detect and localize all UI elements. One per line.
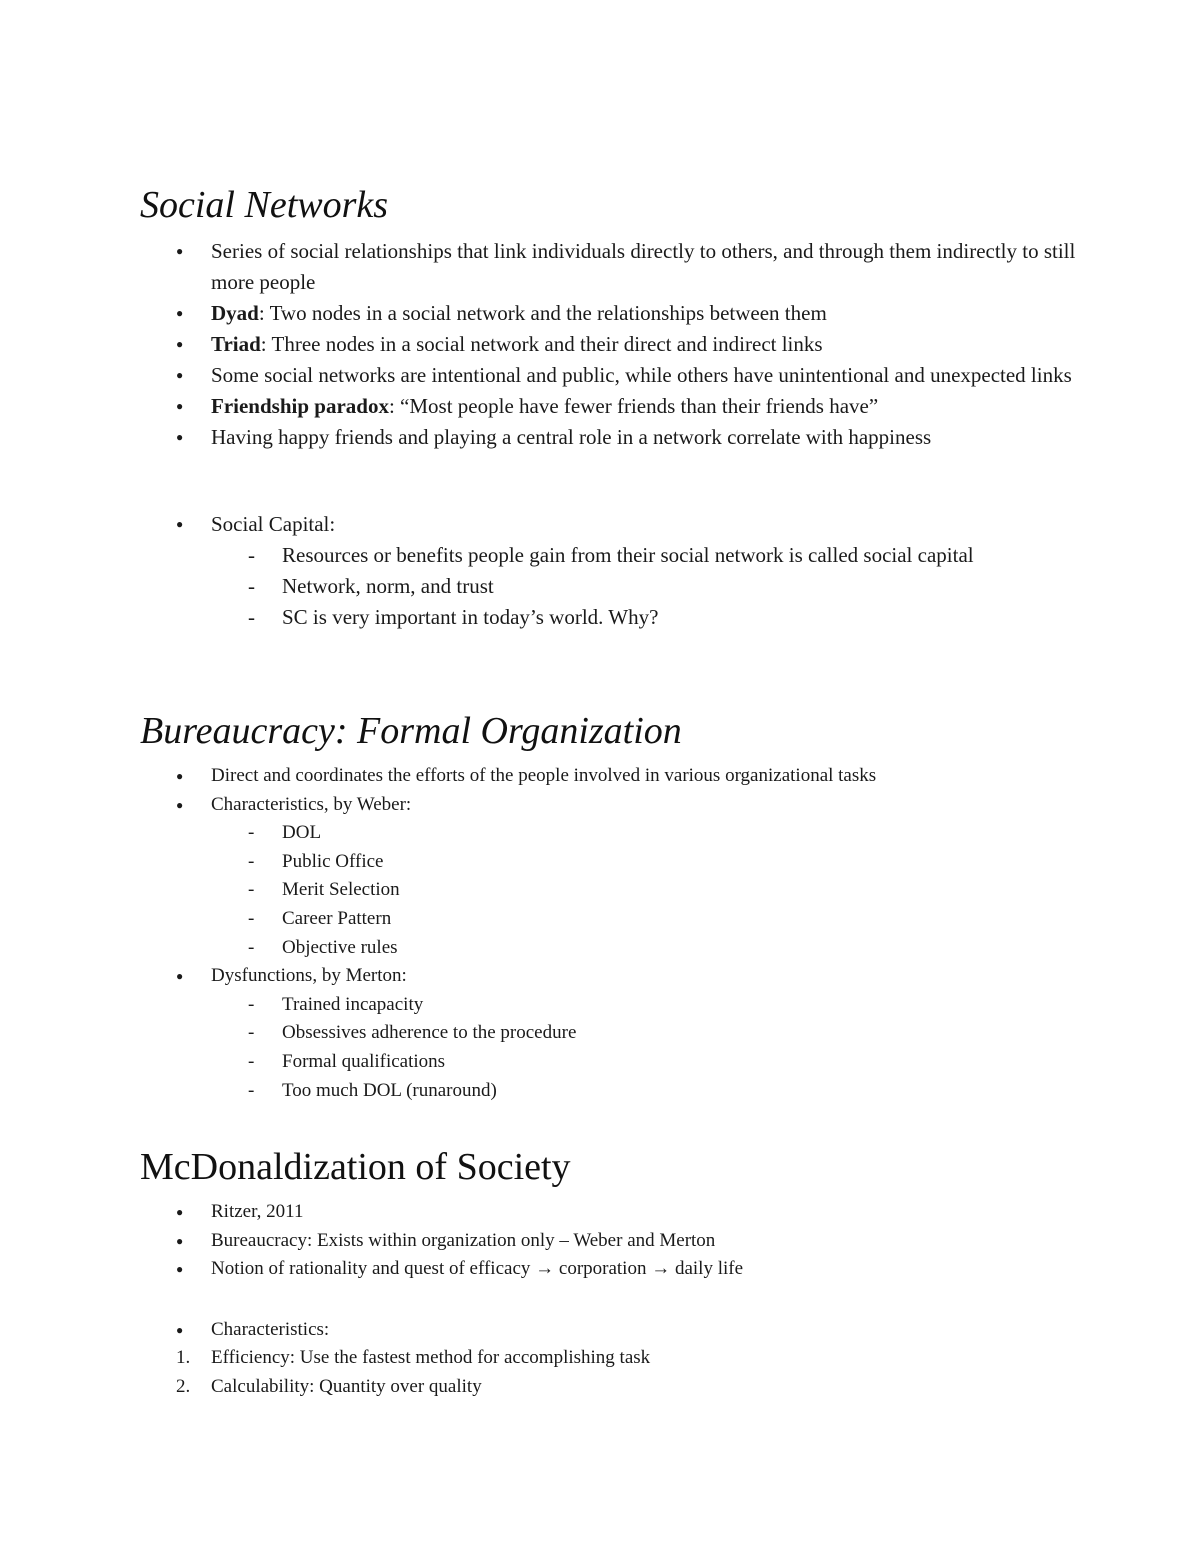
bullet-icon: ● (176, 797, 184, 812)
bullet-icon: ● (176, 306, 184, 320)
sub-list-item-text: Career Pattern (282, 907, 392, 929)
numbered-item (140, 1344, 1100, 1373)
sub-list-item (140, 602, 1100, 633)
sub-list-item-text: DOL (282, 822, 322, 844)
bullet-icon: ● (176, 769, 184, 783)
sub-list-item (140, 1077, 1100, 1106)
sub-list-item-text: Too much DOL (runaround) (282, 1079, 497, 1101)
list-item-text: Some social networks are intentional and public, while others have unintentional and unexpected links (211, 363, 1072, 387)
list-item-text: Direct and coordinates the efforts of the people involved in various organizational tasks (211, 765, 877, 786)
list-item (140, 391, 1100, 422)
list-item (140, 298, 1100, 329)
dash-icon: - (248, 907, 255, 929)
term-dyad: Dyad (211, 301, 259, 325)
list-item-text: Having happy friends and playing a central role in a network correlate with happiness (211, 425, 932, 449)
mcdonaldization-list (140, 1198, 1100, 1284)
dash-icon: - (248, 936, 255, 958)
heading-bureaucracy: Bureaucracy: Formal Organization (140, 710, 682, 752)
social-capital-label: Social Capital: (211, 512, 336, 536)
bullet-icon: ● (176, 1322, 184, 1337)
dash-icon: - (248, 879, 255, 901)
dash-icon: - (248, 574, 255, 598)
bullet-icon: ● (176, 368, 184, 382)
sub-list-item-text: Trained incapacity (282, 993, 424, 1015)
list-item (140, 1198, 1100, 1227)
sub-list-item-text: Merit Selection (282, 879, 400, 901)
sub-list-item-text: SC is very important in today’s world. Why? (282, 605, 659, 629)
list-item (140, 762, 1100, 791)
dash-icon: - (248, 605, 255, 629)
heading-social-networks: Social Networks (140, 184, 389, 226)
term-triad: Triad (211, 332, 261, 356)
list-item (140, 791, 1100, 820)
list-item-text: : Two nodes in a social network and the relationships between them (258, 301, 827, 325)
list-item-text: Dysfunctions, by Merton: (211, 965, 407, 987)
sub-list-item (140, 876, 1100, 905)
sub-list-item (140, 905, 1100, 934)
numbered-item-text: Calculability: Quantity over quality (211, 1375, 482, 1397)
list-item (140, 1255, 1100, 1284)
list-item (140, 329, 1100, 360)
bullet-icon: ● (176, 517, 184, 531)
sub-list-item (140, 819, 1100, 848)
list-item (140, 360, 1100, 391)
list-item-text: Notion of rationality and quest of efficacy → corporation → daily life (211, 1258, 744, 1280)
heading-mcdonaldization: McDonaldization of Society (140, 1146, 571, 1188)
term-friendship-paradox: Friendship paradox (211, 394, 389, 418)
bullet-icon: ● (176, 1205, 184, 1219)
list-item (140, 422, 1100, 453)
list-item-text: Ritzer, 2011 (211, 1201, 304, 1222)
sub-list-item-text: Objective rules (282, 936, 398, 958)
bullet-icon: ● (176, 244, 184, 258)
section-social-networks (140, 186, 1100, 633)
item-number: 1. (176, 1347, 191, 1369)
list-item-text: : Three nodes in a social network and their direct and indirect links (260, 332, 823, 356)
social-networks-list (140, 236, 1100, 453)
sub-list-item (140, 571, 1100, 602)
numbered-list (140, 1344, 1100, 1401)
item-number: 2. (176, 1375, 191, 1397)
bullet-icon: ● (176, 969, 184, 984)
sub-list-item (140, 934, 1100, 963)
list-item (140, 509, 1100, 540)
list-item (140, 1316, 1100, 1345)
bullet-icon: ● (176, 399, 184, 413)
dash-icon: - (248, 993, 255, 1015)
bullet-icon: ● (176, 337, 184, 351)
numbered-item-text: Efficiency: Use the fastest method for accomplishing task (211, 1347, 651, 1369)
sub-list-item (140, 1048, 1100, 1077)
sub-list-item-text: Network, norm, and trust (282, 574, 494, 598)
social-capital-list (140, 509, 1100, 633)
section-mcdonaldization (140, 1148, 1100, 1402)
bullet-icon: ● (176, 430, 184, 444)
section-bureaucracy (140, 712, 1100, 1105)
list-item-text: Bureaucracy: Exists within organization only – Weber and Merton (211, 1229, 716, 1251)
dash-icon: - (248, 1050, 255, 1072)
sub-list-item (140, 1019, 1100, 1048)
list-item-text: Series of social relationships that link individuals directly to others, and through them indirectly to still more people (211, 239, 1076, 294)
numbered-item (140, 1373, 1100, 1402)
dash-icon: - (248, 850, 255, 872)
sub-list-item (140, 991, 1100, 1020)
dash-icon: - (248, 543, 255, 567)
bullet-icon: ● (176, 1262, 184, 1277)
list-item (140, 1227, 1100, 1256)
sub-list-item (140, 540, 1100, 571)
bullet-icon: ● (176, 1233, 184, 1248)
list-item-text: Characteristics, by Weber: (211, 793, 412, 815)
characteristics-label: Characteristics: (211, 1318, 330, 1340)
list-item (140, 962, 1100, 991)
sub-list-item-text: Formal qualifications (282, 1050, 446, 1072)
sub-list-item-text: Resources or benefits people gain from their social network is called social capital (282, 543, 974, 567)
sub-list-item-text: Public Office (282, 850, 384, 872)
bureaucracy-list (140, 762, 1100, 1105)
dash-icon: - (248, 1022, 255, 1044)
dash-icon: - (248, 822, 255, 844)
list-item-text: : “Most people have fewer friends than their friends have” (388, 394, 879, 418)
mcdonaldization-characteristics-list (140, 1316, 1100, 1345)
sub-list-item-text: Obsessives adherence to the procedure (282, 1022, 577, 1044)
sub-list-item (140, 848, 1100, 877)
list-item (140, 236, 1100, 298)
dash-icon: - (248, 1079, 255, 1101)
